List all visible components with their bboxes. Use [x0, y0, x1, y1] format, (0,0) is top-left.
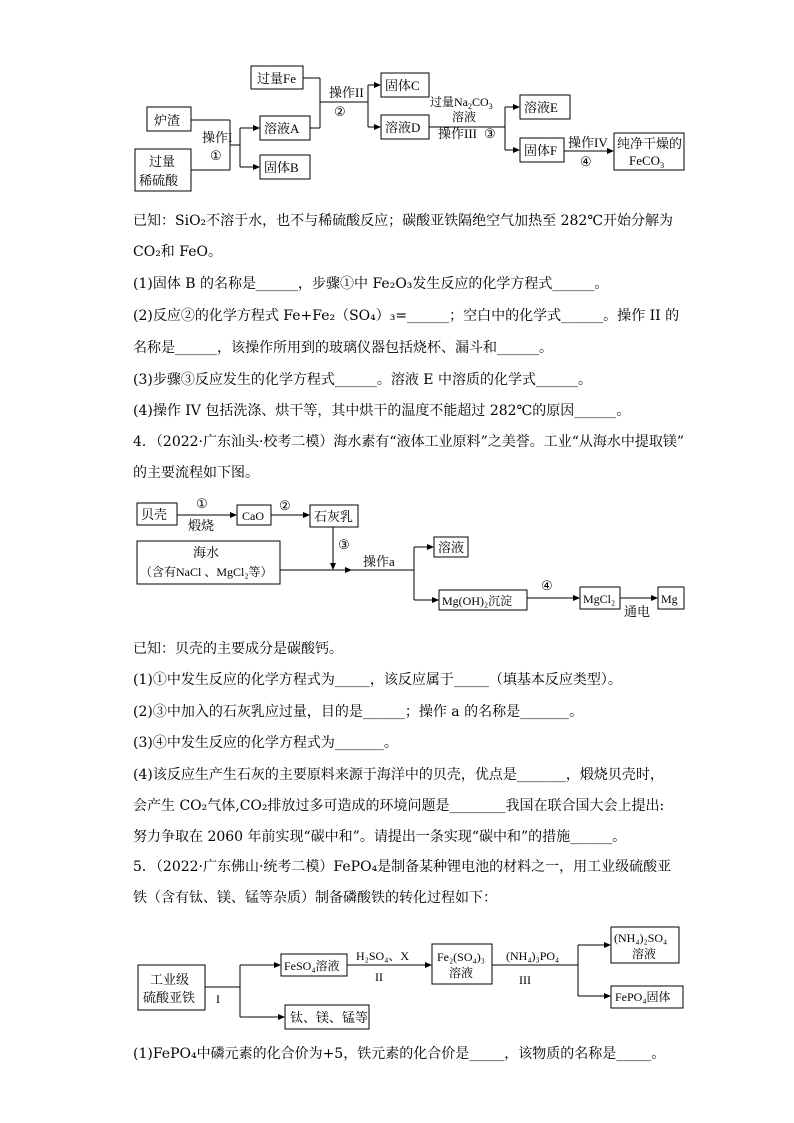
- label-haishui-contents: （含有NaCl 、MgCl₂等）: [140, 565, 273, 579]
- label-h2so4-x: H₂SO₄、X: [356, 949, 410, 963]
- label-roman-2: II: [375, 970, 383, 984]
- label-fe2so43: Fe₂(SO₄)₃: [437, 950, 485, 964]
- label-cao: CaO: [242, 509, 264, 523]
- label-guoliang: 过量: [149, 154, 176, 169]
- label-nh4po4: (NH₄)₃PO₄: [506, 949, 560, 963]
- label-pure: 纯净干燥的: [617, 136, 683, 151]
- label-roman-1: I: [216, 992, 220, 1006]
- question-4-3: (3)④中发生反应的化学方程式为_______。: [133, 735, 398, 751]
- question-4-1: (1)①中发生反应的化学方程式为_____，该反应属于_____（填基本反应类型）。: [133, 672, 622, 688]
- text-known-2: CO₂和 FeO。: [133, 244, 222, 260]
- question-5-1: (1)FePO₄中磷元素的化合价为+5，铁元素的化合价是_____，该物质的名称是_____。: [133, 1046, 666, 1062]
- label-gongye1: 工业级: [150, 972, 190, 987]
- label-step4: ④: [541, 578, 553, 593]
- label-rongye-3: 溶液: [449, 966, 474, 980]
- label-solid-f: 固体F: [524, 143, 558, 158]
- label-nh4so4: (NH₄)₂SO₄: [614, 931, 668, 945]
- label-step1: ①: [196, 496, 208, 511]
- label-step2: ②: [279, 498, 291, 513]
- problem-4-intro-a: 4．（2022·广东汕头·校考二模）海水素有“液体工业原料”之美誉。工业“从海水中提取镁”: [133, 434, 685, 450]
- label-duanshao: 煅烧: [188, 518, 215, 533]
- label-tai: 钛、镁、锰等: [290, 1010, 369, 1025]
- label-op-a: 操作a: [363, 554, 395, 569]
- label-solid-c: 固体C: [385, 78, 420, 93]
- label-op3: 操作III: [438, 126, 477, 141]
- question-3-4: (4)操作 IV 包括洗涤、烘干等，其中烘干的温度不能超过 282℃的原因______。: [133, 403, 631, 419]
- label-beike: 贝壳: [141, 507, 168, 522]
- question-4-4b: 会产生 CO₂气体,CO₂排放过多可造成的环境问题是________我国在联合国大会上提出:: [133, 798, 665, 814]
- label-na2co3: 过量$Na_2CO_3$: [430, 95, 493, 111]
- label-tongdian: 通电: [624, 604, 651, 619]
- label-nh4so4-sol: 溶液: [632, 947, 657, 961]
- label-luzha: 炉渣: [154, 113, 181, 128]
- question-4-4c: 努力争取在 2060 年前实现“碳中和”。请提出一条实现“碳中和”的措施______。: [133, 829, 627, 845]
- label-op2: 操作II: [329, 85, 364, 100]
- problem-5-intro-b: 铁（含有钛、镁、锰等杂质）制备磷酸铁的转化过程如下：: [133, 890, 497, 906]
- label-op2-num: ②: [334, 104, 346, 119]
- label-op3-num: ③: [484, 126, 496, 141]
- label-rongye: 溶液: [438, 540, 465, 555]
- label-feso4: FeSO₄溶液: [284, 959, 340, 973]
- text-known-shell: 已知：贝壳的主要成分是碳酸钙。: [133, 641, 343, 657]
- label-haishui: 海水: [193, 545, 220, 560]
- label-roman-3: III: [519, 973, 531, 987]
- label-solid-b: 固体B: [264, 160, 299, 175]
- label-op1: 操作I: [202, 130, 233, 145]
- problem-4-intro-b: 的主要流程如下图。: [133, 465, 259, 481]
- label-mgoh2: Mg(OH)₂沉淀: [442, 594, 513, 608]
- label-solution-e: 溶液E: [524, 100, 558, 115]
- label-rongye: 溶液: [452, 110, 477, 124]
- label-mgcl2: MgCl₂: [583, 592, 616, 606]
- label-op1-num: ①: [210, 148, 222, 163]
- label-excess-fe: 过量Fe: [257, 71, 297, 86]
- label-feco3: FeCO$_3$: [629, 153, 665, 170]
- question-3-2b: 名称是______，该操作所用到的玻璃仪器包括烧杯、漏斗和______。: [133, 340, 553, 356]
- label-op4: 操作IV: [568, 135, 608, 150]
- question-3-1: (1)固体 B 的名称是______，步骤①中 Fe₂O₃发生反应的化学方程式______。: [133, 276, 609, 292]
- question-3-3: (3)步骤③反应发生的化学方程式______。溶液 E 中溶质的化学式______。: [133, 372, 592, 388]
- question-4-2: (2)③中加入的石灰乳应过量，目的是______；操作 a 的名称是_______。: [133, 704, 584, 720]
- problem-5-intro-a: 5．（2022·广东佛山·统考二模）FePO₄是制备某种锂电池的材料之一，用工业级硫酸亚: [133, 859, 672, 875]
- label-solution-a: 溶液A: [264, 121, 300, 136]
- label-xiliusuan: 稀硫酸: [139, 173, 179, 188]
- question-4-4a: (4)该反应生产生石灰的主要原料来源于海洋中的贝壳，优点是_______，煅烧贝壳时，: [133, 767, 664, 783]
- label-mg: Mg: [661, 592, 678, 606]
- label-gongye2: 硫酸亚铁: [143, 990, 196, 1005]
- label-fepo4: FePO₄固体: [615, 990, 671, 1004]
- label-step3: ③: [338, 537, 350, 552]
- label-op4-num: ④: [580, 154, 592, 169]
- question-3-2a: (2)反应②的化学方程式 Fe+Fe₂（SO₄）₃=______；空白中的化学式______。操作 II 的: [133, 308, 680, 324]
- label-shihuiru: 石灰乳: [314, 509, 354, 524]
- text-known-1: 已知：SiO₂不溶于水，也不与稀硫酸反应；碳酸亚铁隔绝空气加热至 282℃开始分解为: [133, 213, 673, 229]
- label-solution-d: 溶液D: [385, 120, 421, 135]
